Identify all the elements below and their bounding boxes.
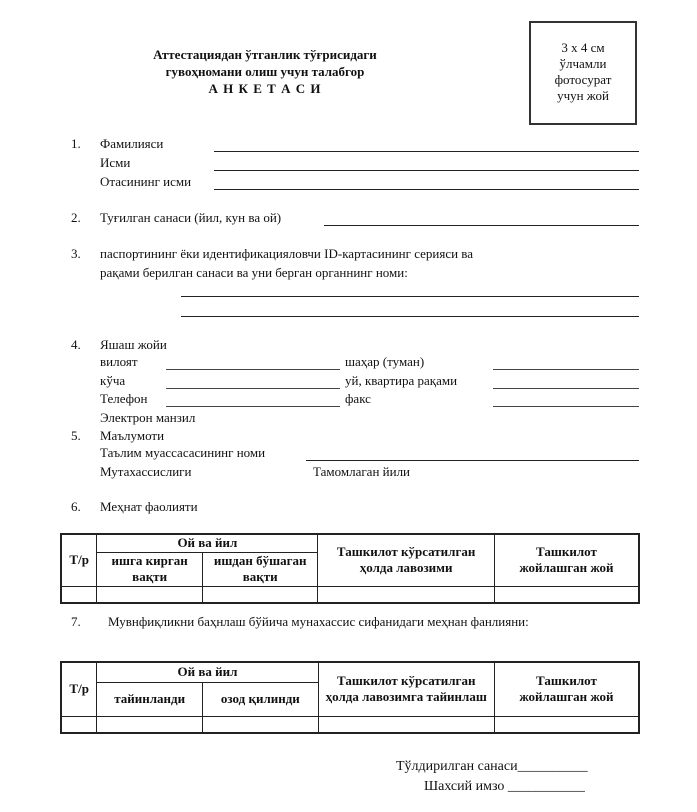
form-title (150, 46, 380, 97)
photo-placeholder (529, 21, 637, 125)
t2-header-period: Ой ва йил (97, 662, 318, 682)
photo-line-2: ўлчамли (559, 56, 607, 71)
fax-field[interactable] (493, 406, 639, 407)
patronymic-label: Отасининг исми (100, 174, 192, 189)
t1-header-location: Ташкилот жойлашган жой (494, 534, 639, 586)
t2-cell[interactable] (61, 716, 97, 733)
graduation-label: Тамомлаган йили (313, 464, 411, 479)
section-2-number: 2. (71, 210, 81, 225)
photo-line-3: фотосурат (554, 72, 612, 87)
section-3-number: 3. (71, 246, 81, 261)
t1-cell[interactable] (202, 586, 318, 603)
institution-label: Таълим муассасасининг номи (100, 445, 266, 460)
phone-field[interactable] (166, 406, 340, 407)
passport-field-1[interactable] (181, 296, 639, 297)
surname-label: Фамилияси (100, 136, 164, 151)
work-history-heading: Меҳнат фаолияти (100, 499, 198, 514)
t2-cell[interactable] (203, 716, 319, 733)
section-5-number: 5. (71, 428, 81, 443)
specialty-label: Мутахассислиги (100, 464, 192, 479)
city-field[interactable] (493, 369, 639, 370)
fax-label: факс (345, 391, 371, 406)
photo-line-1: 3 х 4 см (561, 40, 605, 55)
phone-label: Телефон (100, 391, 148, 406)
section-1-number: 1. (71, 136, 81, 151)
photo-line-4: учун жой (557, 88, 609, 103)
institution-field[interactable] (306, 460, 639, 461)
t1-header-start: ишга кирган вақти (97, 552, 203, 586)
street-label: кўча (100, 373, 126, 388)
email-label: Электрон манзил (100, 410, 196, 425)
work-history-table (60, 533, 640, 604)
signature-label: Шахсий имзо ___________ (424, 779, 585, 794)
title-line-2: гувоҳномани олиш учун талабгор (165, 64, 365, 79)
t1-cell[interactable] (318, 586, 494, 603)
expert-history-heading: Мувнфиқликни баҳнлаш бўйича мунахассис сифанидаги меҳнан фанлияни: (108, 614, 529, 629)
section-4-number: 4. (71, 337, 81, 352)
t2-header-no: Т/р (61, 662, 97, 716)
passport-field-2[interactable] (181, 316, 639, 317)
patronymic-field[interactable] (214, 189, 639, 190)
passport-label-line-2: рақами берилган санаси ва уни берган органнинг номи: (100, 265, 408, 280)
region-label: вилоят (100, 354, 138, 369)
t1-cell[interactable] (97, 586, 203, 603)
house-field[interactable] (493, 388, 639, 389)
table-row (61, 586, 639, 603)
table-row (61, 716, 639, 733)
section-6-number: 6. (71, 499, 81, 514)
passport-label-line-1: паспортининг ёки идентификацияловчи ID-картасининг серияси ва (100, 246, 474, 261)
t2-cell[interactable] (97, 716, 203, 733)
t2-header-location: Ташкилот жойлашган жой (494, 662, 639, 716)
t1-header-end: ишдан бўшаган вақти (202, 552, 318, 586)
filled-date-label: Тўлдирилган санаси__________ (396, 759, 588, 774)
t1-cell[interactable] (61, 586, 97, 603)
t2-cell[interactable] (494, 716, 639, 733)
t2-header-start: тайинланди (97, 682, 203, 716)
birthdate-field[interactable] (324, 225, 639, 226)
t2-header-end: озод қилинди (203, 682, 319, 716)
t1-header-period: Ой ва йил (97, 534, 318, 552)
education-heading: Маълумоти (100, 428, 165, 443)
street-field[interactable] (166, 388, 340, 389)
surname-field[interactable] (214, 151, 639, 152)
house-label: уй, квартира рақами (345, 373, 458, 388)
title-line-3: А Н К Е Т А С И (208, 81, 322, 96)
region-field[interactable] (166, 369, 340, 370)
t1-header-no: Т/р (61, 534, 97, 586)
residence-heading: Яшаш жойи (100, 337, 167, 352)
title-line-1: Аттестациядан ўтганлик тўғрисидаги (153, 47, 377, 62)
section-7-number: 7. (71, 614, 81, 629)
expert-history-table (60, 661, 640, 734)
birthdate-label: Туғилган санаси (йил, кун ва ой) (100, 210, 282, 225)
city-label: шаҳар (туман) (345, 354, 425, 369)
name-field[interactable] (214, 170, 639, 171)
t1-cell[interactable] (494, 586, 639, 603)
t1-header-position: Ташкилот кўрсатилган ҳолда лавозими (318, 534, 494, 586)
name-label: Исми (100, 155, 131, 170)
t2-cell[interactable] (318, 716, 494, 733)
t2-header-position: Ташкилот кўрсатилган ҳолда лавозимга тайинлаш (318, 662, 494, 716)
